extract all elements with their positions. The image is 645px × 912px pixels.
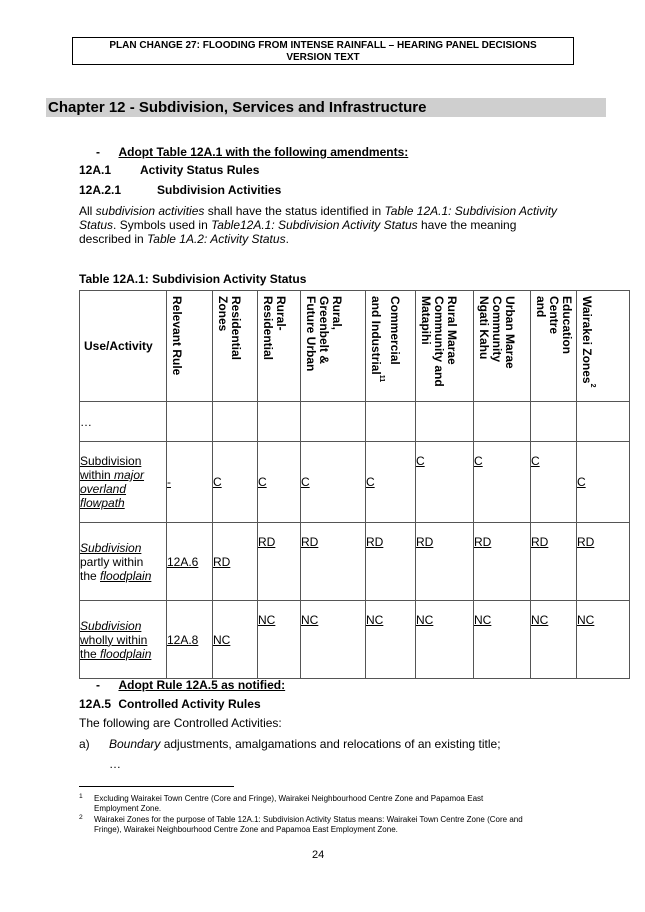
heading-12a5: 12A.5 Controlled Activity Rules bbox=[79, 697, 261, 711]
use-activity-cell: Subdivision within major overland flowpath bbox=[80, 442, 167, 523]
status-cell: RD bbox=[301, 523, 366, 601]
footnote-divider bbox=[79, 786, 234, 787]
status-cell: RD bbox=[258, 523, 301, 601]
table-caption: Table 12A.1: Subdivision Activity Status bbox=[79, 272, 307, 286]
col-header-urban-marae: Urban Marae Community Ngati Kahu bbox=[477, 296, 517, 369]
status-cell: NC bbox=[474, 601, 531, 679]
subdivision-activity-status-table bbox=[79, 290, 630, 679]
status-cell: RD bbox=[366, 523, 416, 601]
status-cell: NC bbox=[213, 601, 258, 679]
table-row bbox=[80, 442, 630, 523]
use-activity-cell: Subdivision partly within the floodplain bbox=[80, 523, 167, 601]
status-cell: NC bbox=[366, 601, 416, 679]
ellipsis-cell: … bbox=[80, 402, 167, 442]
status-cell: RD bbox=[416, 523, 474, 601]
header-line-2: VERSION TEXT bbox=[286, 52, 360, 63]
status-cell: 12A.8 bbox=[167, 601, 213, 679]
page-number: 24 bbox=[312, 849, 325, 861]
col-header-commercial-industrial: Commercial and Industrial$^{11}$ bbox=[369, 296, 402, 383]
status-cell: NC bbox=[577, 601, 630, 679]
status-cell: NC bbox=[416, 601, 474, 679]
status-cell: NC bbox=[531, 601, 577, 679]
status-cell: C bbox=[301, 442, 366, 523]
ellipsis-continuation: … bbox=[109, 757, 121, 771]
chapter-title: Chapter 12 - Subdivision, Services and Infrastructure bbox=[46, 98, 606, 117]
footnote-1: 1 Excluding Wairakei Town Centre (Core and Fringe), Wairakei Neighbourhood Centre Zone and Papamoa East Employment Zone. bbox=[79, 793, 484, 813]
table-header-row bbox=[80, 291, 630, 402]
status-cell: NC bbox=[301, 601, 366, 679]
status-cell: RD bbox=[531, 523, 577, 601]
status-cell: RD bbox=[474, 523, 531, 601]
adopt-text-2: Adopt Rule 12A.5 as notified: bbox=[118, 678, 286, 692]
adopt-text-1: Adopt Table 12A.1 with the following amendments: bbox=[118, 145, 409, 159]
status-cell: RD bbox=[213, 523, 258, 601]
status-cell: C bbox=[416, 442, 474, 523]
col-header-wairakei: Wairakei Zones$^2$ bbox=[580, 296, 596, 388]
table-row-ellipsis bbox=[80, 402, 630, 442]
table-row bbox=[80, 523, 630, 601]
col-header-rural-greenbelt: Rural, Greenbelt & Future Urban bbox=[304, 296, 344, 372]
header-use-activity: Use/Activity bbox=[80, 291, 167, 402]
status-cell: RD bbox=[577, 523, 630, 601]
list-item-a: a) Boundary adjustments, amalgamations and relocations of an existing title; bbox=[79, 737, 501, 751]
status-cell: C bbox=[213, 442, 258, 523]
col-header-rural-residential: Rural- Residential bbox=[261, 296, 288, 361]
col-header-education: Education Centre and bbox=[534, 296, 574, 355]
adopt-instruction-1: - Adopt Table 12A.1 with the following amendments: bbox=[96, 145, 409, 159]
col-header-relevant-rule: Relevant Rule bbox=[170, 296, 184, 376]
status-cell: C bbox=[577, 442, 630, 523]
col-header-residential: Residential Zones bbox=[216, 296, 243, 361]
status-cell: C bbox=[474, 442, 531, 523]
table-row bbox=[80, 601, 630, 679]
status-cell: C bbox=[366, 442, 416, 523]
heading-12a21: 12A.2.1 Subdivision Activities bbox=[79, 183, 282, 197]
intro-paragraph: All subdivision activities shall have the status identified in Table 12A.1: Subdivision Activity Status. Symbols used in Table12A.1: Subdivision Activity Status have the meaning described in Table 1A.2: Activity Status. bbox=[79, 204, 558, 246]
status-cell: C bbox=[258, 442, 301, 523]
controlled-activities-intro: The following are Controlled Activities: bbox=[79, 716, 282, 730]
status-cell: NC bbox=[258, 601, 301, 679]
document-header-box bbox=[72, 37, 574, 65]
adopt-instruction-2: - Adopt Rule 12A.5 as notified: bbox=[96, 678, 286, 692]
use-activity-cell: Subdivision wholly within the floodplain bbox=[80, 601, 167, 679]
footnote-2: 2 Wairakei Zones for the purpose of Table 12A.1: Subdivision Activity Status means: Wairakei Town Centre Zone (Core and Fringe), Wairakei Neighbourhood Centre Zone and Papamoa East Employment Zone. bbox=[79, 814, 523, 834]
status-cell: - bbox=[167, 442, 213, 523]
status-cell: C bbox=[531, 442, 577, 523]
col-header-rural-marae: Rural Marae Community and Matapihi bbox=[419, 296, 459, 387]
status-cell: 12A.6 bbox=[167, 523, 213, 601]
header-line-1: PLAN CHANGE 27: FLOODING FROM INTENSE RAINFALL – HEARING PANEL DECISIONS bbox=[109, 40, 537, 51]
heading-12a1: 12A.1 Activity Status Rules bbox=[79, 163, 260, 177]
